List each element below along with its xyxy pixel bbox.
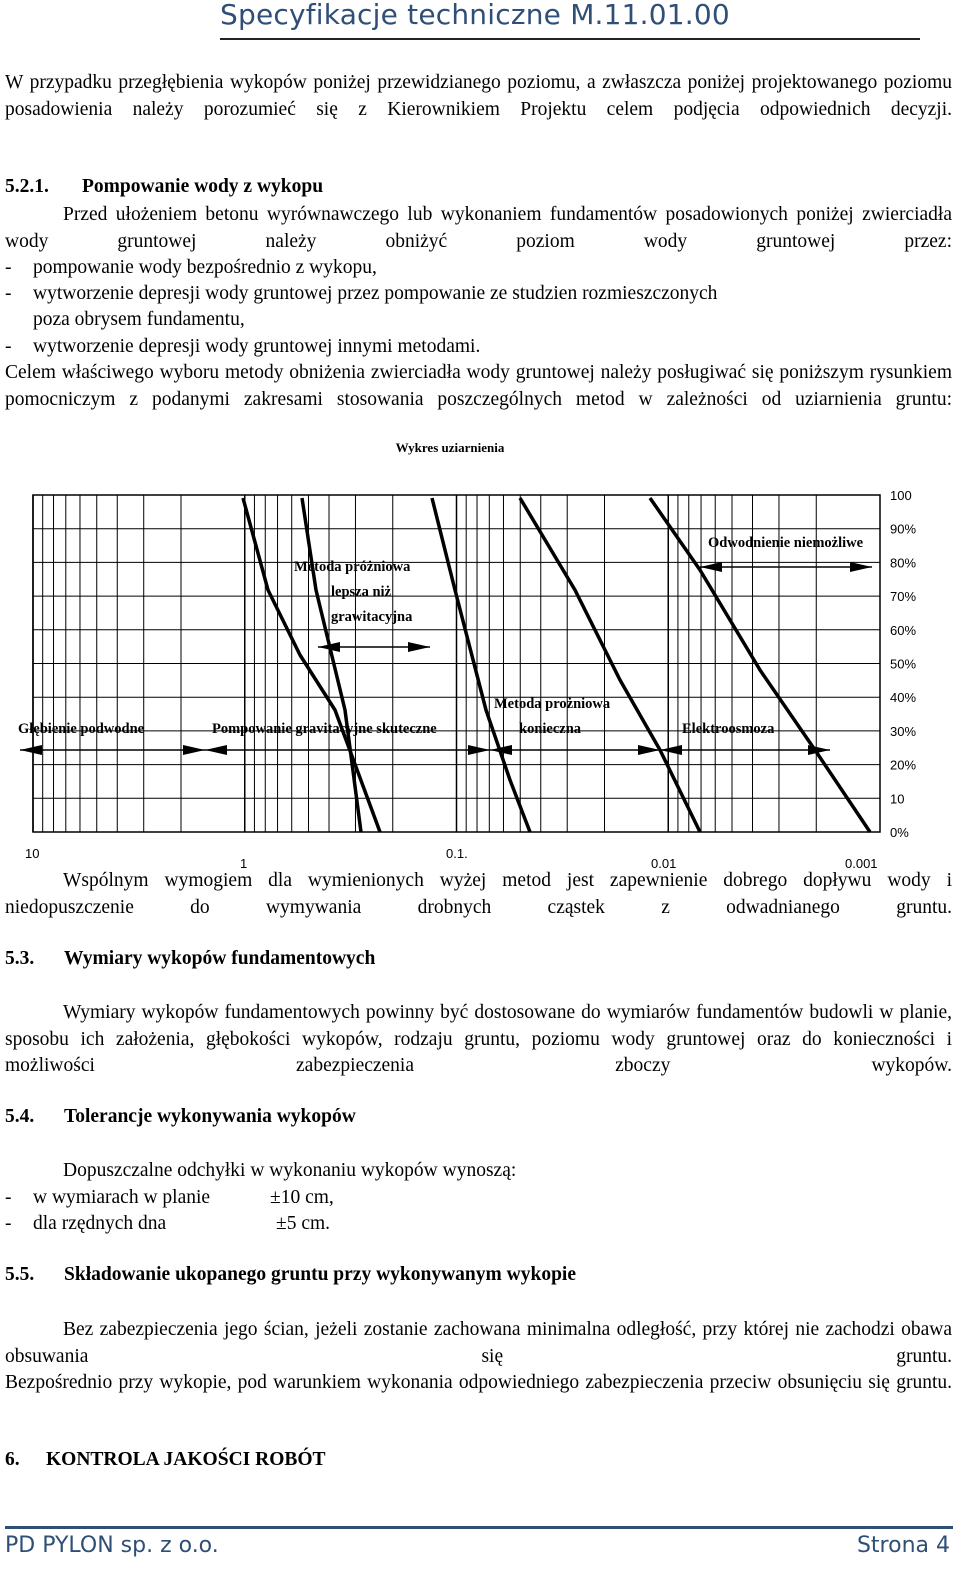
y-tick-label: 40% xyxy=(890,690,917,706)
list-item: wytworzenie depresji wody gruntowej przez pompowanie ze studzien rozmieszczonych xyxy=(33,283,718,304)
section-title-521: Pompowanie wody z wykopu xyxy=(82,176,324,197)
section-521-paragraph: Przed ułożeniem betonu wyrównawczego lub wykonaniem fundamentów posadowionych poniżej zwierciadła wody gruntowej należy obniżyć poziom wody gruntowej przez: xyxy=(5,204,952,252)
label-electro: Elektroosmoza xyxy=(682,721,775,737)
common-requirement-paragraph: Wspólnym wymogiem dla wymienionych wyżej metod jest zapewnienie dobrego dopływu wody i niedopuszczenie do wymywania drobnych cząstek z odwadnianego gruntu. xyxy=(5,870,952,918)
grading-curve xyxy=(520,498,700,832)
footer-rule xyxy=(5,1526,953,1529)
section-53-paragraph: Wymiary wykopów fundamentowych powinny być dostosowane do wymiarów fundamentów budowli w planie, sposobu ich założenia, głębokości wykopów, rodzaju gruntu, poziomu wody gruntowej oraz do konieczności i możliwości zabezpieczenia zboczy wykopów. xyxy=(5,1002,952,1076)
chart-title: Wykres uziarnienia xyxy=(395,440,505,455)
label-impossible: Odwodnienie niemożliwe xyxy=(708,535,864,551)
x-tick-label: 0.1. xyxy=(446,846,468,861)
y-tick-label: 90% xyxy=(890,521,917,537)
section-number-53: 5.3. xyxy=(5,948,35,969)
tolerance-bottom-value: ±5 cm. xyxy=(276,1213,331,1234)
footer-company: PD PYLON sp. z o.o. xyxy=(5,1533,219,1558)
grading-curve xyxy=(302,498,361,832)
intro-paragraph xyxy=(5,70,952,123)
section-title-54: Tolerancje wykonywania wykopów xyxy=(64,1106,356,1127)
label-vacuum-better-1: Metoda próżniowa xyxy=(294,559,411,575)
label-deep: Głębienie podwodne xyxy=(18,721,145,737)
tolerance-bottom-label: dla rzędnych dna xyxy=(33,1213,167,1234)
section-number-521: 5.2.1. xyxy=(5,176,49,197)
arrow-vacuum-better-head-right xyxy=(408,642,430,652)
section-55-paragraph-1: Bez zabezpieczenia jego ścian, jeżeli zostanie zachowana minimalna odległość, przy której nie zachodzi obawa obsuwania się gruntu. xyxy=(5,1319,952,1367)
y-tick-label: 20% xyxy=(890,757,917,773)
arrow-gravity-head-left xyxy=(205,745,227,755)
tolerance-plan-label: w wymiarach w planie xyxy=(33,1187,211,1208)
list-item: wytworzenie depresji wody gruntowej innymi metodami. xyxy=(33,336,481,357)
section-number-54: 5.4. xyxy=(5,1106,35,1127)
arrow-impossible-head-left xyxy=(700,562,722,572)
arrow-gravity-head-right xyxy=(468,745,490,755)
arrow-deep-head-left xyxy=(20,745,42,755)
y-tick-label: 70% xyxy=(890,589,917,605)
label-vacuum-required-2: konieczna xyxy=(519,721,582,737)
list-dash: - xyxy=(5,1213,12,1234)
section-55-paragraph-2: Bezpośrednio przy wykopie, pod warunkiem wykonania odpowiedniego zabezpieczenia przeciw obsunięciu się gruntu. xyxy=(5,1372,952,1393)
arrow-deep-head-right xyxy=(183,745,205,755)
section-54-paragraph: Dopuszczalne odchyłki w wykonaniu wykopów wynoszą: xyxy=(63,1160,517,1181)
section-title-53: Wymiary wykopów fundamentowych xyxy=(64,948,376,969)
tolerance-plan-value: ±10 cm, xyxy=(270,1187,334,1208)
label-gravity: Pompowanie gravitacyjne skuteczne xyxy=(212,721,437,737)
y-tick-label: 50% xyxy=(890,656,917,672)
list-dash: - xyxy=(5,257,12,278)
chart-y-ticks xyxy=(890,488,916,840)
grain-size-chart xyxy=(0,440,960,870)
label-vacuum-better-3: grawitacyjna xyxy=(331,609,413,625)
list-dash: - xyxy=(5,336,12,357)
arrow-impossible-head-right xyxy=(850,562,872,572)
x-tick-label: 0.001 xyxy=(845,856,878,870)
method-selection-paragraph: Celem właściwego wyboru metody obniżenia zwierciadła wody gruntowej należy posługiwać się poniższym rysunkiem pomocniczym z podanymi zakresami stosowania poszczególnych metod w zależności od uziarnienia gruntu: xyxy=(5,362,952,410)
header-rule xyxy=(220,38,920,40)
list-item: pompowanie wody bezpośrednio z wykopu, xyxy=(33,257,377,278)
y-tick-label: 100 xyxy=(890,488,912,503)
section-number-6: 6. xyxy=(5,1449,20,1470)
y-tick-label: 80% xyxy=(890,555,917,571)
grading-curve xyxy=(432,498,530,832)
list-dash: - xyxy=(5,1187,12,1208)
label-vacuum-required-1: Metoda prożniowa xyxy=(494,696,611,712)
section-title-55: Składowanie ukopanego gruntu przy wykonywanym wykopie xyxy=(64,1264,576,1285)
list-item-continuation: poza obrysem fundamentu, xyxy=(33,309,245,330)
section-title-6: KONTROLA JAKOŚCI ROBÓT xyxy=(46,1449,326,1470)
x-tick-label: 0.01 xyxy=(651,856,677,870)
grading-curve xyxy=(243,498,380,832)
x-tick-label: 1 xyxy=(240,856,248,870)
intro-text: W przypadku przegłębienia wykopów poniżej przewidzianego poziomu, a zwłaszcza poniżej projektowanego poziomu posadowienia należy porozumieć się z Kierownikiem Projektu celem podjęcia odpowiednich decyzji. xyxy=(5,72,952,120)
section-number-55: 5.5. xyxy=(5,1264,35,1285)
y-tick-label: 10 xyxy=(890,791,905,807)
page-header-title: Specyfikacje techniczne M.11.01.00 xyxy=(220,0,730,31)
chart-x-ticks xyxy=(25,846,878,870)
y-tick-label: 30% xyxy=(890,723,917,739)
x-tick-label: 10 xyxy=(25,846,40,861)
y-tick-label: 60% xyxy=(890,622,917,638)
y-tick-label: 0% xyxy=(890,825,909,840)
footer-page-number: Strona 4 xyxy=(856,1533,950,1558)
label-vacuum-better-2: lepsza niż xyxy=(331,584,392,600)
list-dash: - xyxy=(5,283,12,304)
